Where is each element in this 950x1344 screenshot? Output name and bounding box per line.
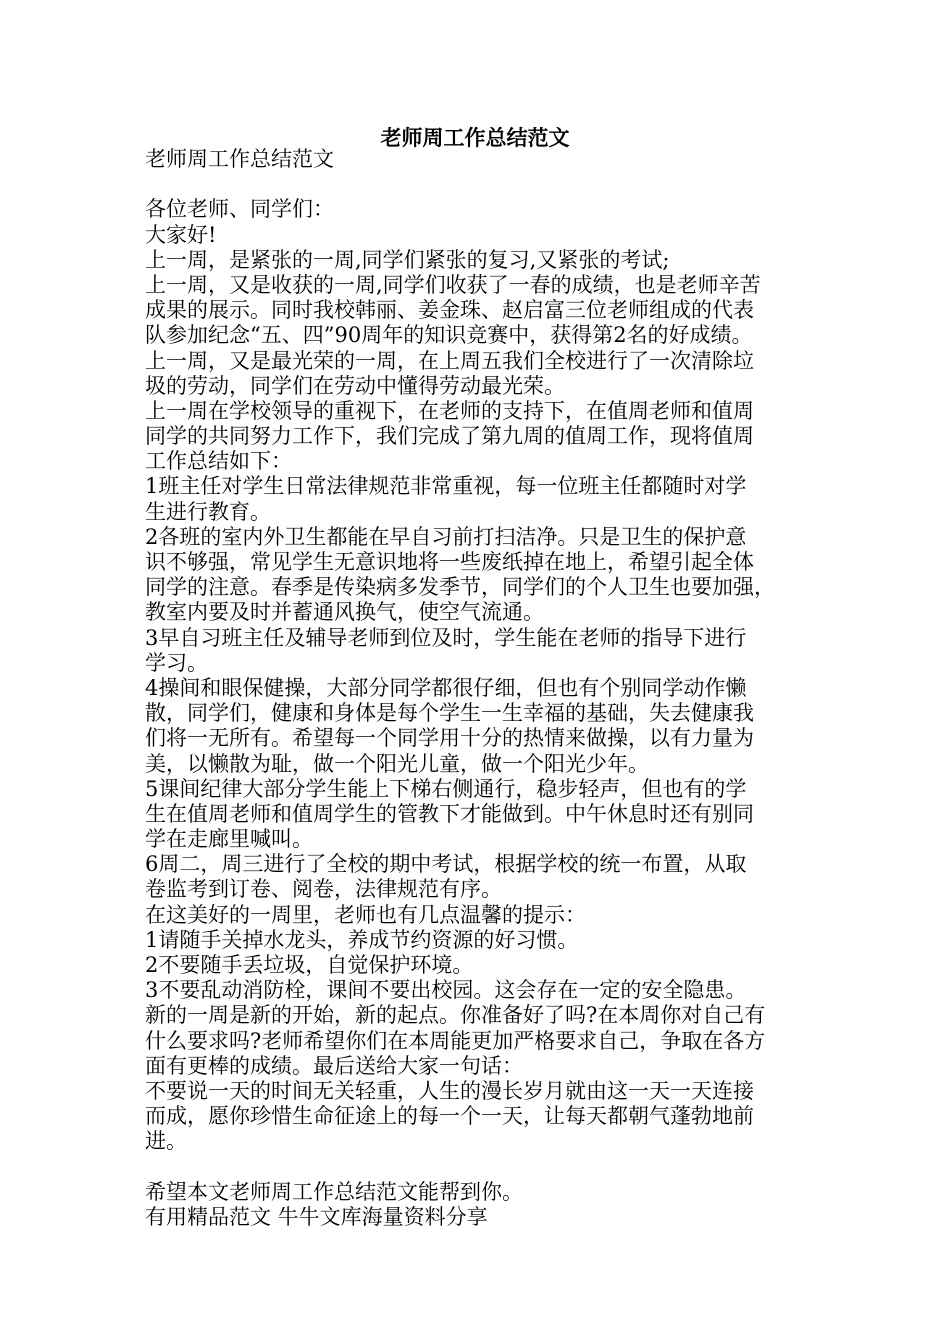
body-line: 1班主任对学生日常法律规范非常重视，每一位班主任都随时对学 [145, 474, 747, 499]
body-line: 生进行教育。 [145, 499, 271, 524]
body-line: 美，以懒散为耻，做一个阳光儿童，做一个阳光少年。 [145, 751, 649, 776]
body-line: 3不要乱动消防栓，课间不要出校园。这会存在一定的安全隐患。 [145, 978, 747, 1003]
body-line: 进。 [145, 1129, 187, 1154]
body-line: 上一周，又是收获的一周,同学们收获了一春的成绩，也是老师辛苦 [145, 272, 761, 297]
body-line: 卷监考到订卷、阅卷，法律规范有序。 [145, 877, 502, 902]
body-line: 在这美好的一周里，老师也有几点温馨的提示： [145, 902, 586, 927]
body-line: 上一周在学校领导的重视下，在老师的支持下，在值周老师和值周 [145, 398, 754, 423]
body-line: 成果的展示。同时我校韩丽、姜金珠、赵启富三位老师组成的代表 [145, 298, 754, 323]
body-line: 面有更棒的成绩。最后送给大家一句话： [145, 1053, 523, 1078]
body-line: 2各班的室内外卫生都能在早自习前打扫洁净。只是卫生的保护意 [145, 524, 747, 549]
body-line: 什么要求吗?老师希望你们在本周能更加严格要求自己，争取在各方 [145, 1028, 766, 1053]
body-line: 各位老师、同学们： [145, 197, 334, 222]
document-title: 老师周工作总结范文 [380, 125, 570, 150]
body-line: 5课间纪律大部分学生能上下梯右侧通行，稳步轻声，但也有的学 [145, 776, 747, 801]
body-line: 而成，愿你珍惜生命征途上的每一个一天，让每天都朝气蓬勃地前 [145, 1104, 754, 1129]
body-line: 老师周工作总结范文 [145, 147, 334, 171]
body-line: 4操间和眼保健操，大部分同学都很仔细，但也有个别同学动作懒 [145, 675, 747, 700]
document-body [145, 147, 815, 1230]
body-line: 教室内要及时并蓄通风换气，使空气流通。 [145, 600, 544, 625]
body-line: 上一周，又是最光荣的一周，在上周五我们全校进行了一次清除垃 [145, 348, 754, 373]
body-line: 希望本文老师周工作总结范文能帮到你。 [145, 1179, 523, 1204]
body-line: 生在值周老师和值周学生的管教下才能做到。中午休息时还有别同 [145, 801, 754, 826]
body-line: 2不要随手丢垃圾，自觉保护环境。 [145, 953, 474, 977]
body-line: 新的一周是新的开始，新的起点。你准备好了吗?在本周你对自己有 [145, 1003, 766, 1028]
body-line: 6周二，周三进行了全校的期中考试，根据学校的统一布置，从取 [145, 852, 747, 877]
body-line: 圾的劳动，同学们在劳动中懂得劳动最光荣。 [145, 373, 565, 398]
body-line: 学习。 [145, 650, 208, 675]
body-line: 1请随手关掉水龙头，养成节约资源的好习惯。 [145, 927, 579, 952]
body-line: 不要说一天的时间无关轻重，人生的漫长岁月就由这一天一天连接 [145, 1078, 754, 1103]
blank-line [145, 1155, 815, 1180]
body-line: 3早自习班主任及辅导老师到位及时，学生能在老师的指导下进行 [145, 625, 747, 650]
body-line: 识不够强，常见学生无意识地将一些废纸掉在地上，希望引起全体 [145, 550, 754, 574]
body-line: 们将一无所有。希望每一个同学用十分的热情来做操，以有力量为 [145, 726, 754, 751]
body-line: 有用精品范文 牛牛文库海量资料分享 [145, 1204, 488, 1229]
body-line: 同学的共同努力工作下，我们完成了第九周的值周工作，现将值周 [145, 424, 754, 449]
body-line: 同学的注意。春季是传染病多发季节，同学们的个人卫生也要加强， [145, 575, 775, 600]
body-line: 学在走廊里喊叫。 [145, 827, 313, 852]
body-line: 散，同学们，健康和身体是每个学生一生幸福的基础，失去健康我 [145, 701, 754, 726]
body-line: 上一周，是紧张的一周,同学们紧张的复习,又紧张的考试; [145, 247, 670, 272]
body-line: 队参加纪念“五、四”90周年的知识竞赛中，获得第2名的好成绩。 [145, 323, 753, 348]
body-line: 大家好! [145, 222, 217, 247]
blank-line [145, 172, 815, 197]
body-line: 工作总结如下： [145, 449, 292, 474]
